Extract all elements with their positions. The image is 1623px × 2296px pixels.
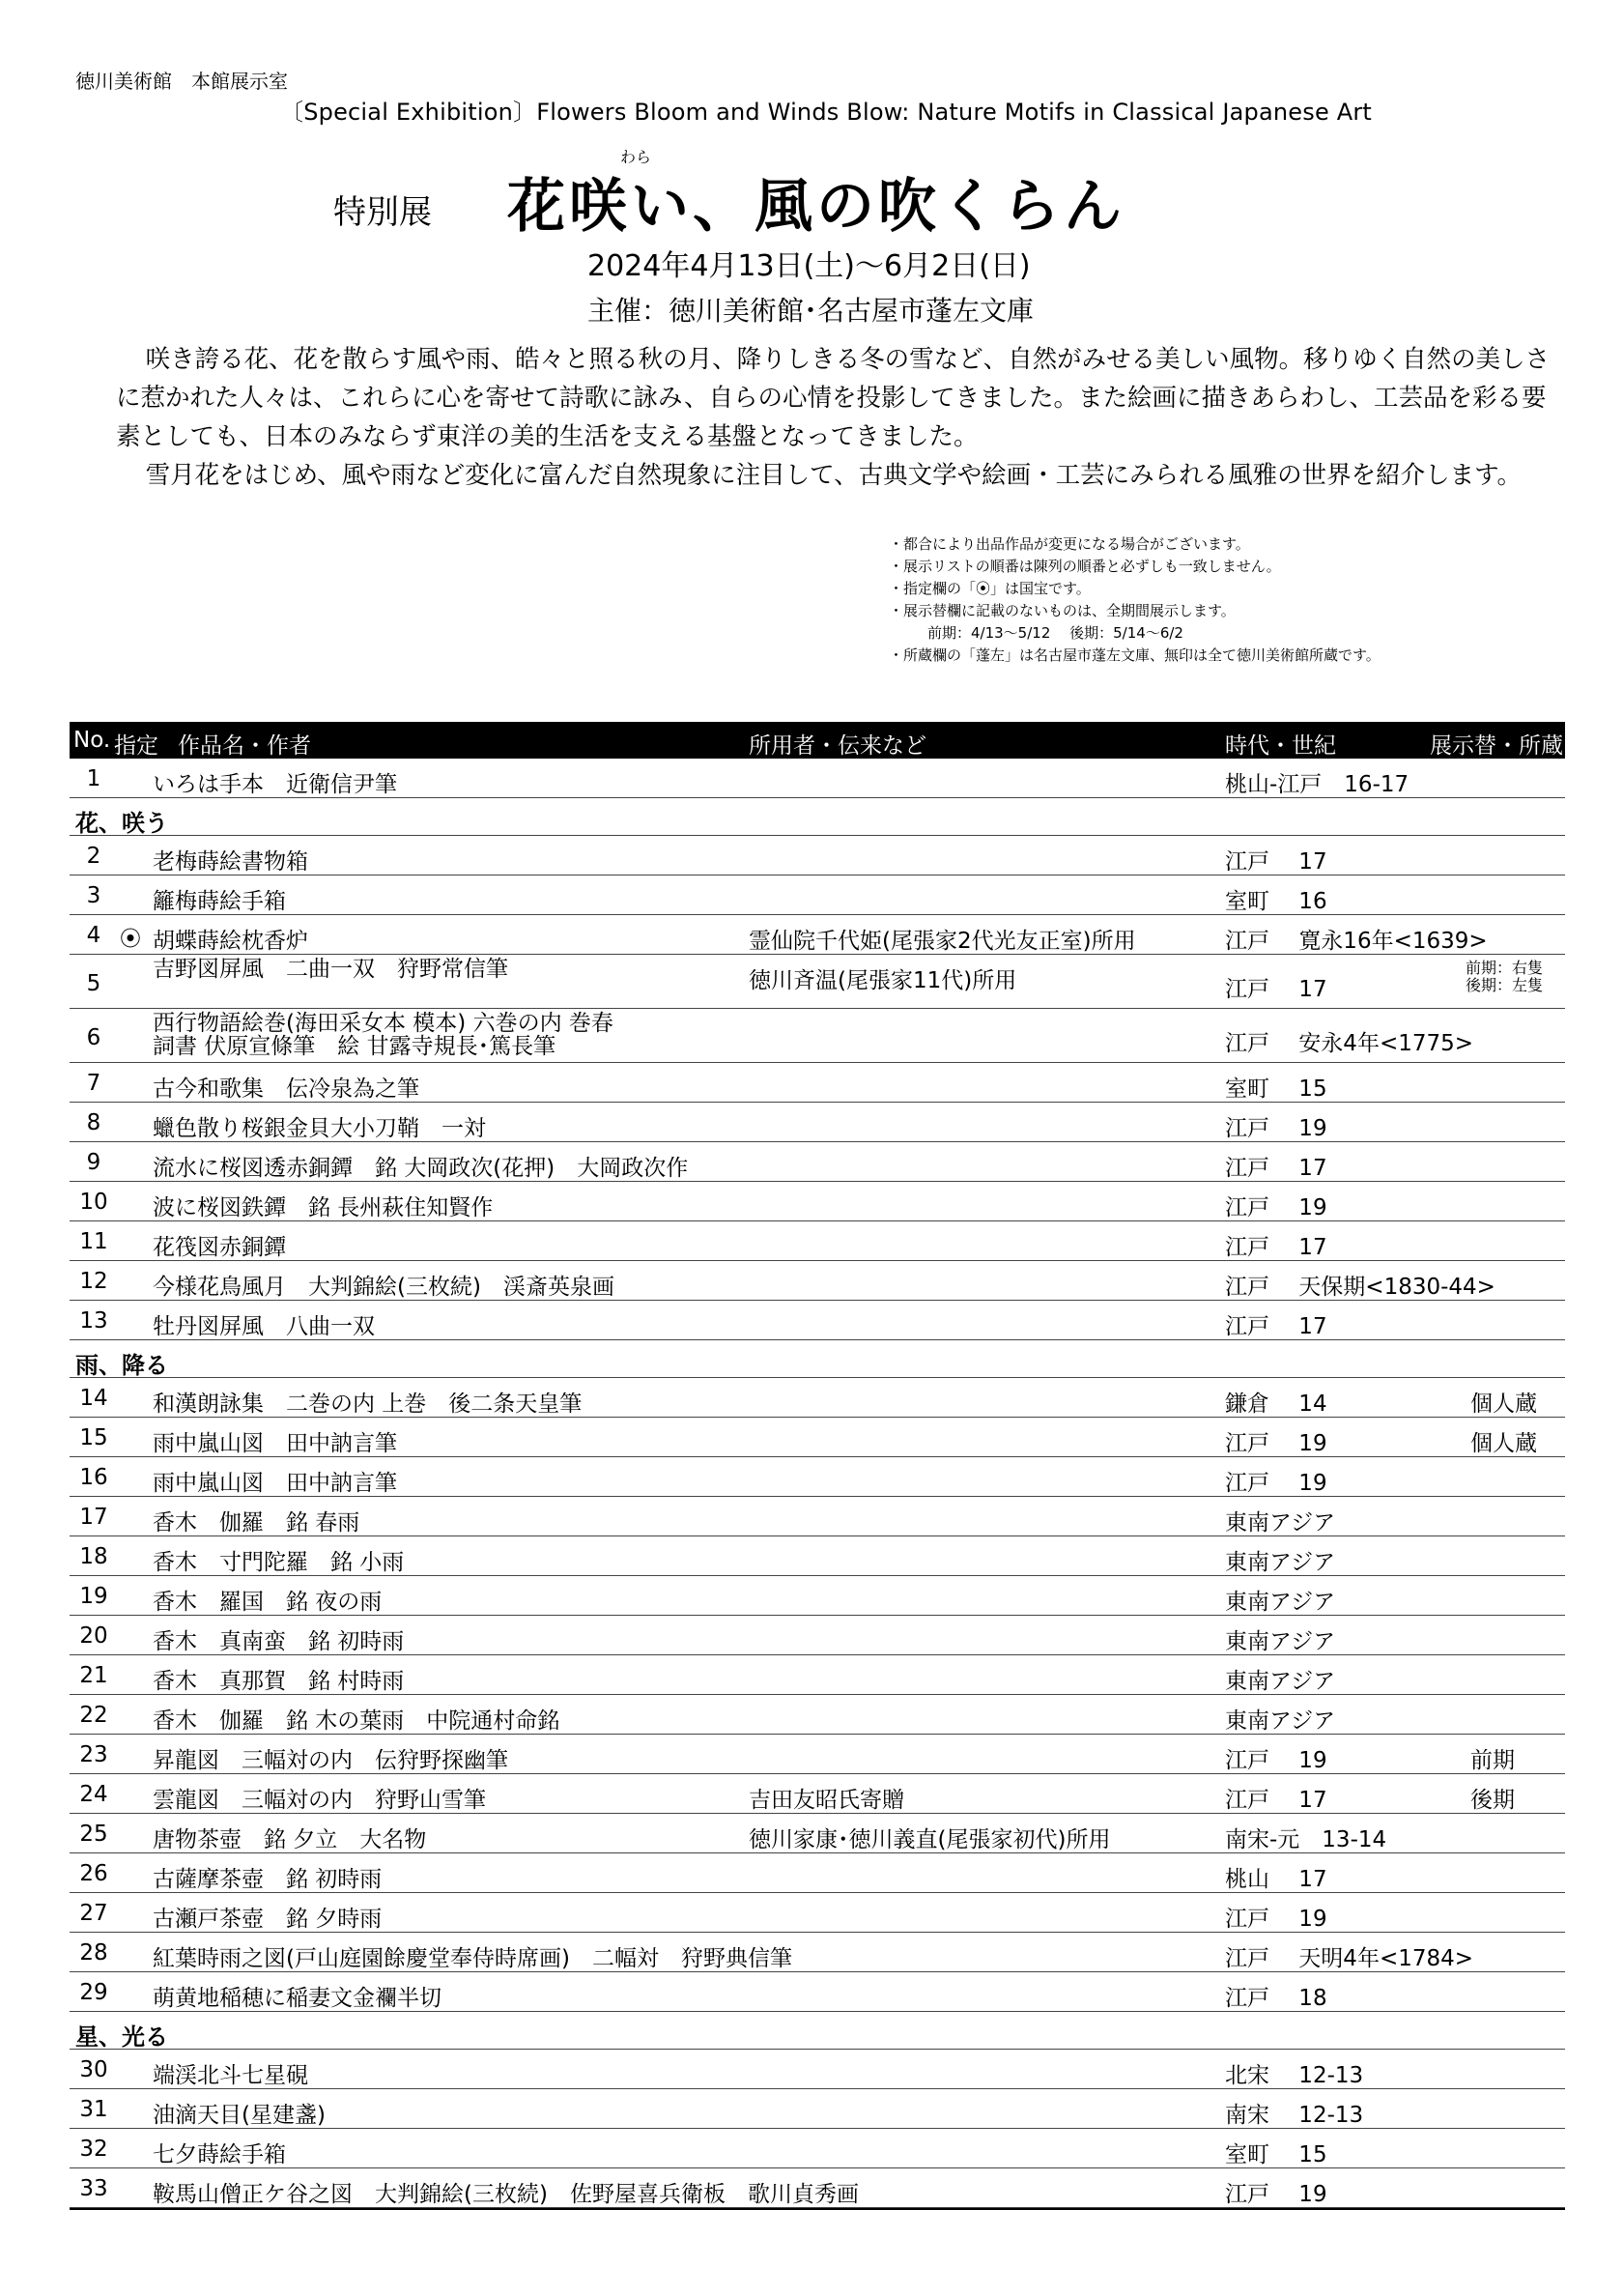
- note-item: ・所蔵欄の「蓬左」は名古屋市蓬左文庫、無印は全て徳川美術館所蔵です。: [889, 646, 1381, 664]
- row-title: 古今和歌集 伝冷泉為之筆: [153, 1076, 419, 1102]
- row-era: 江戸 19: [1225, 2182, 1327, 2207]
- row-no: 29: [79, 1980, 108, 2005]
- table-row: [70, 1616, 1565, 1655]
- header-exhibit: 展示替・所蔵: [1430, 733, 1563, 759]
- table-row: [70, 2129, 1565, 2168]
- header-no: No.: [73, 728, 111, 753]
- section-title: 雨、降る: [75, 1352, 168, 1379]
- row-title: 萌黄地稲穂に稲妻文金襴半切: [153, 1986, 441, 2011]
- intro-paragraph: 咲き誇る花、花を散らす風や雨、皓々と照る秋の月、降りしきる冬の雪など、自然がみせる美しい風物。移りゆく自然の美しさに惹かれた人々は、これらに心を寄せて詩歌に詠み、自らの心情を投影してきました。また絵画に描きあらわし、工芸品を彩る要素としても、日本のみならず東洋の美的生活を支える基盤となってきました。: [116, 345, 1551, 451]
- row-title: 雨中嵐山図 田中訥言筆: [153, 1431, 397, 1456]
- row-era: 桃山-江戸 16-17: [1225, 772, 1409, 797]
- row-era: 江戸 19: [1225, 1116, 1327, 1141]
- row-era: 東南アジア: [1225, 1590, 1336, 1615]
- row-era: 東南アジア: [1225, 1550, 1336, 1575]
- row-exhibit: [1466, 960, 1543, 994]
- row-no: 33: [79, 2176, 108, 2201]
- table-row: [70, 875, 1565, 915]
- row-title: 吉野図屏風 二曲一双 狩野常信筆: [153, 957, 508, 982]
- title-block: [333, 145, 1203, 241]
- header-title: 作品名・作者: [178, 733, 311, 759]
- row-era: 江戸 17: [1225, 977, 1327, 1002]
- table-row: [70, 1301, 1565, 1340]
- row-era: 江戸 19: [1225, 1748, 1327, 1773]
- row-no: 32: [79, 2137, 108, 2162]
- row-no: 31: [79, 2097, 108, 2122]
- table-row: [70, 1063, 1565, 1103]
- row-era: 室町 16: [1225, 889, 1327, 914]
- table-row: [70, 915, 1565, 955]
- row-no: 16: [79, 1465, 108, 1490]
- row-title: 波に桜図鉄鐔 銘 長州萩住知賢作: [153, 1195, 494, 1220]
- section-heading: [70, 2012, 1565, 2050]
- row-title: 古薩摩茶壺 銘 初時雨: [153, 1867, 383, 1892]
- table-row: [70, 1536, 1565, 1576]
- header-owner: 所用者・伝来など: [749, 733, 926, 759]
- row-no: 7: [86, 1071, 101, 1096]
- title-ruby: わら: [620, 148, 652, 166]
- row-era: 江戸 天明4年<1784>: [1225, 1946, 1474, 1971]
- row-title: 古瀬戸茶壺 銘 夕時雨: [153, 1907, 383, 1932]
- row-title: 香木 羅国 銘 夜の雨: [153, 1590, 383, 1615]
- row-era: 東南アジア: [1225, 1629, 1336, 1654]
- row-no: 8: [86, 1110, 101, 1135]
- table-row: [70, 836, 1565, 875]
- table-row: [70, 1933, 1565, 1972]
- row-title: 端渓北斗七星硯: [153, 2063, 308, 2088]
- row-title: [153, 1012, 613, 1058]
- table-row: [70, 1182, 1565, 1221]
- row-no: 14: [79, 1386, 108, 1411]
- row-title: 雨中嵐山図 田中訥言筆: [153, 1471, 397, 1496]
- row-era: 北宋 12-13: [1225, 2063, 1364, 2088]
- row-no: 22: [79, 1703, 108, 1728]
- row-title: 蠟色散り桜銀金貝大小刀鞘 一対: [153, 1116, 486, 1141]
- table-row: [70, 2089, 1565, 2129]
- row-title: 油滴天目(星建盞): [153, 2103, 326, 2128]
- row-no: 23: [79, 1742, 108, 1767]
- row-no: 15: [79, 1425, 108, 1450]
- page-title: 花咲い、風の吹くらん: [507, 173, 1125, 241]
- row-title: 香木 伽羅 銘 木の葉雨 中院通村命銘: [153, 1708, 560, 1734]
- table-row: [70, 1576, 1565, 1616]
- title-prefix: 特別展: [333, 193, 432, 232]
- row-title: 花筏図赤銅鐔: [153, 1235, 286, 1260]
- row-era: 江戸 17: [1225, 1314, 1327, 1339]
- row-no: 10: [79, 1190, 108, 1215]
- row-no: 13: [79, 1308, 108, 1334]
- table-row: [70, 1735, 1565, 1774]
- intro-text: [116, 340, 1565, 495]
- row-title-line: 西行物語絵巻(海田采女本 模本) 六巻の内 巻春: [153, 1011, 613, 1036]
- row-title: 香木 寸門陀羅 銘 小雨: [153, 1550, 405, 1575]
- row-title: 和漢朗詠集 二巻の内 上巻 後二条天皇筆: [153, 1392, 583, 1417]
- row-title: 香木 真南蛮 銘 初時雨: [153, 1629, 405, 1654]
- row-exhibit: 個人蔵: [1470, 1431, 1537, 1456]
- national-treasure-mark: ⦿: [120, 928, 142, 952]
- row-era: 室町 15: [1225, 2142, 1327, 2167]
- table-row: [70, 2050, 1565, 2089]
- row-no: 17: [79, 1505, 108, 1530]
- table-row: [70, 1814, 1565, 1853]
- row-title: 紅葉時雨之図(戸山庭園餘慶堂奉侍時席画) 二幅対 狩野典信筆: [153, 1946, 792, 1971]
- row-era: 江戸 天保期<1830-44>: [1225, 1275, 1495, 1300]
- table-row: [70, 1853, 1565, 1893]
- header-era: 時代・世紀: [1225, 733, 1336, 759]
- table-sections: [70, 798, 1565, 2208]
- row-no: 2: [86, 844, 101, 869]
- row-era: 南宋 12-13: [1225, 2103, 1364, 2128]
- row-title: 今様花鳥風月 大判錦絵(三枚続) 渓斎英泉画: [153, 1275, 614, 1300]
- note-item: ・展示替欄に記載のないものは、全期間展示します。: [889, 602, 1236, 619]
- table-row: [70, 1774, 1565, 1814]
- row-era: 桃山 17: [1225, 1867, 1327, 1892]
- row-title: 香木 伽羅 銘 春雨: [153, 1510, 360, 1535]
- note-item: ・展示リストの順番は陳列の順番と必ずしも一致しません。: [889, 558, 1281, 575]
- table-row: [70, 1655, 1565, 1695]
- table-row: [70, 1972, 1565, 2012]
- table-row: [70, 1009, 1565, 1063]
- row-no: 1: [86, 766, 101, 791]
- row-title: 七夕蒔絵手箱: [153, 2142, 286, 2167]
- row-title: 唐物茶壺 銘 夕立 大名物: [153, 1827, 427, 1852]
- row-title: 籬梅蒔絵手箱: [153, 889, 286, 914]
- table-row: [70, 1142, 1565, 1182]
- row-era: 東南アジア: [1225, 1510, 1336, 1535]
- row-owner: 吉田友昭氏寄贈: [749, 1788, 904, 1813]
- row-era: 江戸 17: [1225, 1156, 1327, 1181]
- section-title: 星、光る: [75, 2023, 168, 2051]
- row-title: 胡蝶蒔絵枕香炉: [153, 929, 308, 954]
- table-row: [70, 1261, 1565, 1301]
- table-row: [70, 2168, 1565, 2208]
- row-no: 30: [79, 2057, 108, 2082]
- row-era: 鎌倉 14: [1225, 1392, 1327, 1417]
- row-era: 室町 15: [1225, 1076, 1327, 1102]
- table-row: [70, 1695, 1565, 1735]
- intro-paragraph: 雪月花をはじめ、風や雨など変化に富んだ自然現象に注目して、古典文学や絵画・工芸にみられる風雅の世界を紹介します。: [145, 461, 1523, 490]
- table-row: [70, 1221, 1565, 1261]
- exhibition-dates: 2024年4月13日(土)～6月2日(日): [587, 249, 1031, 283]
- row-no: 26: [79, 1861, 108, 1886]
- row-era: 江戸 17: [1225, 1235, 1327, 1260]
- table-end-rule: [70, 2208, 1565, 2210]
- row-era: 江戸 19: [1225, 1431, 1327, 1456]
- table-row: [70, 955, 1565, 1009]
- row-exhibit: 後期: [1470, 1788, 1515, 1813]
- row-era: 江戸 19: [1225, 1471, 1327, 1496]
- row-exhibit-line: 後期：左隻: [1466, 976, 1544, 994]
- row-no: 20: [79, 1623, 108, 1649]
- row-title: 牡丹図屏風 八曲一双: [153, 1314, 375, 1339]
- note-item: 前期：4/13～5/12 後期：5/14～6/2: [927, 624, 1183, 642]
- note-item: ・指定欄の「⦿」は国宝です。: [889, 580, 1091, 597]
- section-heading: [70, 1340, 1565, 1378]
- table-row: [70, 1893, 1565, 1933]
- row-title: 流水に桜図透赤銅鐔 銘 大岡政次(花押) 大岡政次作: [153, 1156, 689, 1181]
- row-no: 12: [79, 1269, 108, 1294]
- table-row: [70, 759, 1565, 798]
- row-era: 南宋-元 13-14: [1225, 1827, 1387, 1852]
- row-title: 昇龍図 三幅対の内 伝狩野探幽筆: [153, 1748, 508, 1773]
- row-title: 香木 真那賀 銘 村時雨: [153, 1669, 405, 1694]
- row-exhibit-line: 前期：右隻: [1466, 959, 1544, 977]
- row-era: 東南アジア: [1225, 1669, 1336, 1694]
- row-title-line: 詞書 伏原宣條筆 絵 甘露寺規長･篤長筆: [153, 1034, 556, 1059]
- row-era: 江戸 安永4年<1775>: [1225, 1031, 1474, 1056]
- header-designation: 指定: [114, 733, 158, 759]
- section-heading: [70, 798, 1565, 836]
- row-no: 6: [86, 1025, 101, 1050]
- row-era: 江戸 17: [1225, 849, 1327, 875]
- row-exhibit: 個人蔵: [1470, 1392, 1537, 1417]
- row-title: いろは手本 近衛信尹筆: [153, 772, 397, 797]
- row-era: 江戸 18: [1225, 1986, 1327, 2011]
- row-no: 5: [86, 971, 101, 996]
- note-item: ・都合により出品作品が変更になる場合がございます。: [889, 535, 1250, 553]
- row-no: 24: [79, 1782, 108, 1807]
- table-row: [70, 1418, 1565, 1457]
- row-no: 9: [86, 1150, 101, 1175]
- table-row: [70, 1378, 1565, 1418]
- row-title: 雲龍図 三幅対の内 狩野山雪筆: [153, 1788, 486, 1813]
- row-no: 11: [79, 1229, 108, 1254]
- table-header: [70, 722, 1565, 759]
- row-title: 鞍馬山僧正ケ谷之図 大判錦絵(三枚続) 佐野屋喜兵衛板 歌川貞秀画: [153, 2182, 859, 2207]
- row-no: 28: [79, 1940, 108, 1966]
- row-no: 3: [86, 883, 101, 908]
- row-era: 江戸 寛永16年<1639>: [1225, 929, 1488, 954]
- table-row: [70, 1457, 1565, 1497]
- row-era: 江戸 17: [1225, 1788, 1327, 1813]
- row-era: 江戸 19: [1225, 1907, 1327, 1932]
- row-owner: 徳川斉温(尾張家11代)所用: [749, 968, 1017, 993]
- table-row: [70, 1497, 1565, 1536]
- row-no: 21: [79, 1663, 108, 1688]
- english-title: 〔Special Exhibition〕Flowers Bloom and Winds Blow: Nature Motifs in Classical Japanese Art: [280, 99, 1373, 126]
- table-row: [70, 1103, 1565, 1142]
- section-title: 花、咲う: [75, 810, 168, 837]
- row-no: 4: [86, 923, 101, 948]
- exhibit-list: [70, 722, 1565, 2210]
- row-no: 18: [79, 1544, 108, 1569]
- row-owner: 徳川家康･徳川義直(尾張家初代)所用: [749, 1827, 1111, 1852]
- organizer: 主催：徳川美術館･名古屋市蓬左文庫: [587, 295, 1035, 327]
- row-title: 老梅蒔絵書物箱: [153, 849, 308, 875]
- row-era: 東南アジア: [1225, 1708, 1336, 1734]
- row-no: 25: [79, 1822, 108, 1847]
- row-exhibit: 前期: [1470, 1748, 1515, 1773]
- row-owner: 霊仙院千代姫(尾張家2代光友正室)所用: [749, 929, 1136, 954]
- notes: [889, 533, 1381, 667]
- row-era: 江戸 19: [1225, 1195, 1327, 1220]
- row-no: 27: [79, 1901, 108, 1926]
- row-no: 19: [79, 1584, 108, 1609]
- venue-label: 徳川美術館 本館展示室: [75, 70, 288, 93]
